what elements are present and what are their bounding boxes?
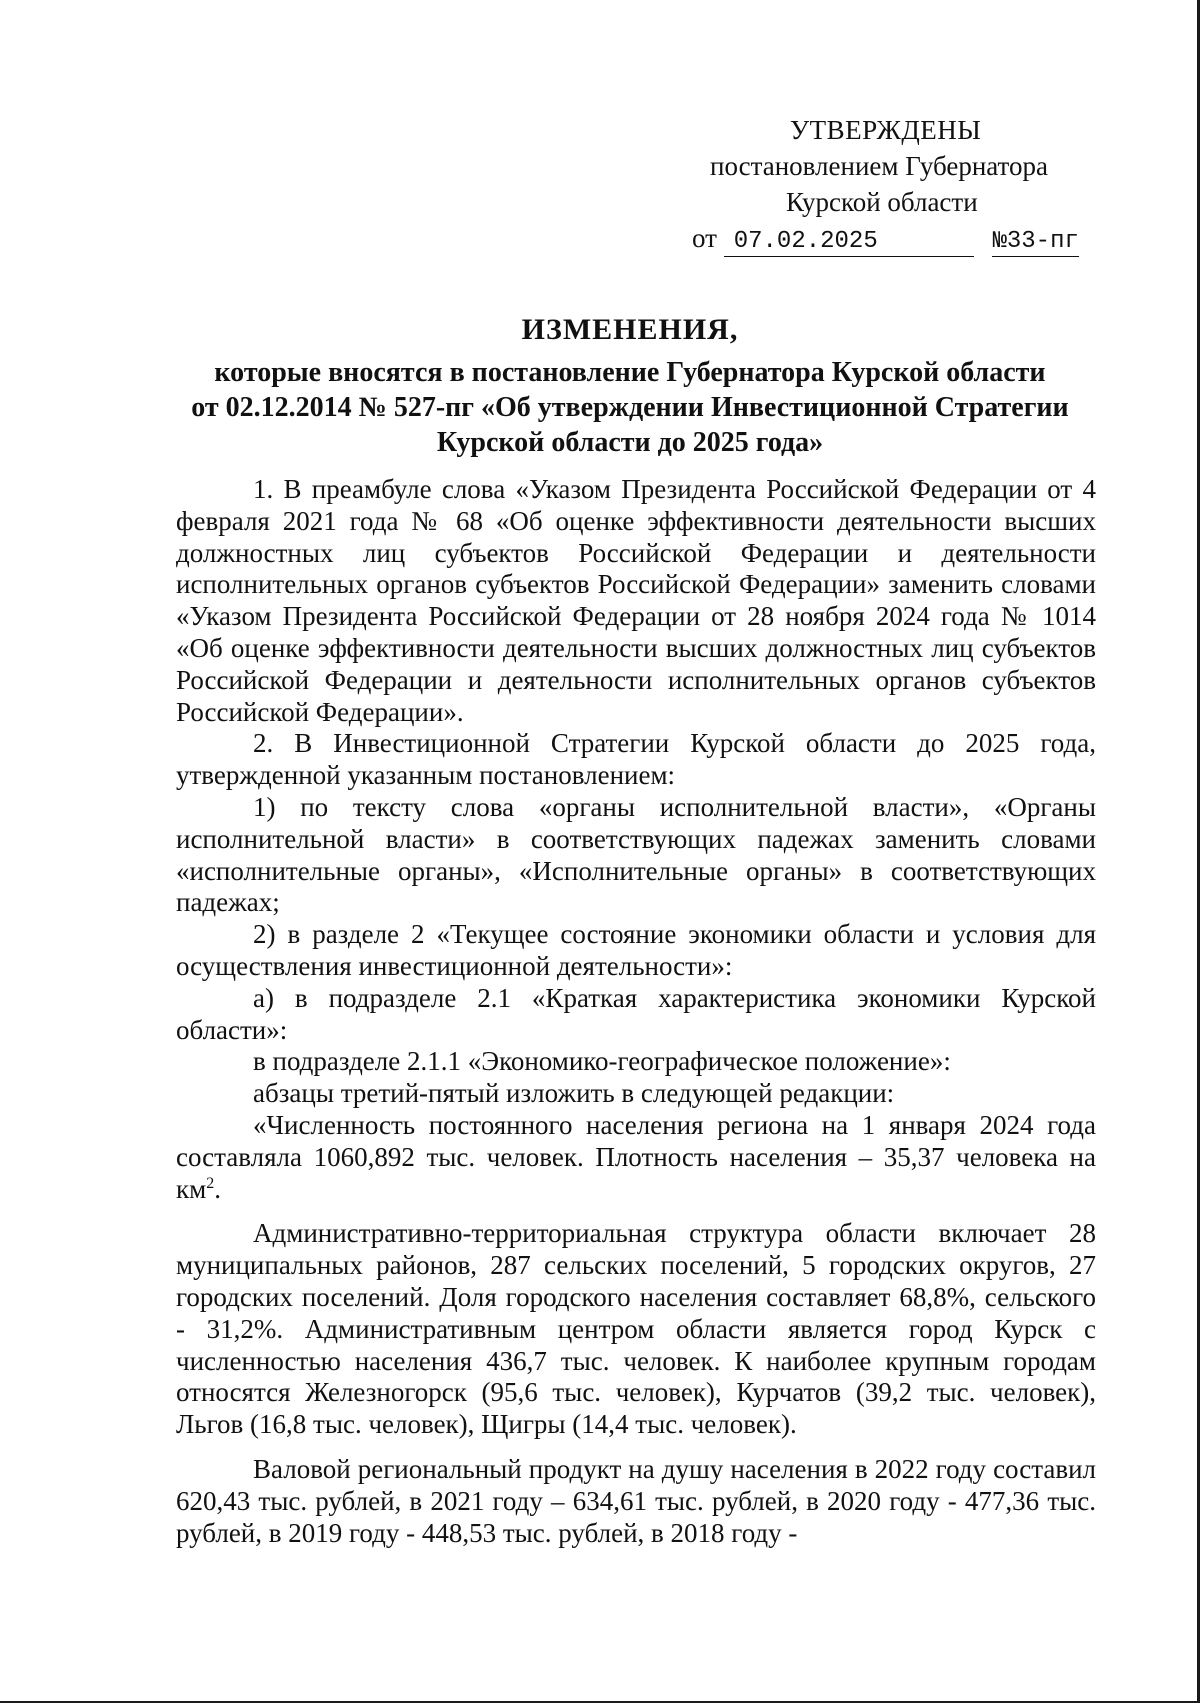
approval-date-line <box>690 220 1110 257</box>
paragraph-8-text: «Численность постоянного населения региона на 1 января 2024 года составляла 1060,892 тыс. человек. Плотность населения – 35,37 человека на км <box>176 1109 1096 1204</box>
approval-number: №33-пг <box>992 228 1079 255</box>
paragraph-8 <box>176 1110 1096 1205</box>
paragraph-7: абзацы третий-пятый изложить в следующей редакции: <box>253 1078 895 1109</box>
paragraph-8-end: . <box>214 1173 221 1204</box>
approval-heading: УТВЕРЖДЕНЫ <box>790 115 982 145</box>
title-heading: ИЗМЕНЕНИЯ, <box>521 313 739 346</box>
paragraph-2: 2. В Инвестиционной Стратегии Курской области до 2025 года, утвержденной указанным постановлением: <box>176 728 1096 791</box>
paragraph-1: 1. В преамбуле слова «Указом Президента Российской Федерации от 4 февраля 2021 года № 68 «Об оценке эффективности деятельности высших должностных лиц субъектов Российской Федерации и деятельности исполнительных органов субъектов Российской Федерации» заменить словами «Указом Президента Российской Федерации от 28 ноября 2024 года № 1014 «Об оценке эффективности деятельности высших должностных лиц субъектов Российской Федерации и деятельности исполнительных органов субъектов Российской Федерации». <box>176 474 1096 727</box>
title-line-4: Курской области до 2025 года» <box>436 427 824 458</box>
approval-date: 07.02.2025 <box>724 228 974 257</box>
paragraph-6: в подразделе 2.1.1 «Экономико-географическое положение»: <box>253 1046 951 1077</box>
approval-authority: постановлением Губернатора <box>710 151 1048 181</box>
approval-region: Курской области <box>786 187 978 217</box>
paragraph-3: 1) по тексту слова «органы исполнительной власти», «Органы исполнительной власти» в соответствующих падежах заменить словами «исполнительные органы», «Исполнительные органы» в соответствующих падежах; <box>176 791 1096 918</box>
document-title <box>160 312 1100 460</box>
superscript-2: 2 <box>206 1174 215 1192</box>
document-body <box>176 474 1096 1549</box>
approval-stamp <box>690 112 1110 257</box>
paragraph-5: а) в подразделе 2.1 «Краткая характеристика экономики Курской области»: <box>176 982 1096 1045</box>
title-line-2: которые вносятся в постановление Губернатора Курской области <box>214 357 1046 388</box>
title-line-3: от 02.12.2014 № 527-пг «Об утверждении Инвестиционной Стратегии <box>191 392 1069 423</box>
paragraph-4: 2) в разделе 2 «Текущее состояние экономики области и условия для осуществления инвестиционной деятельности»: <box>176 919 1096 981</box>
paragraph-9: Административно-территориальная структура области включает 28 муниципальных районов, 287 сельских поселений, 5 городских округов, 27 городских поселений. Доля городского населения составляет 68,8%, сельского - 31,2%. Административным центром области является город Курск с численностью населения 436,7 тыс. человек. К наиболее крупным городам относятся Железногорск (95,6 тыс. человек), Курчатов (39,2 тыс. человек), Льгов (16,8 тыс. человек), Щигры (14,4 тыс. человек). <box>176 1218 1096 1440</box>
date-prefix: от <box>692 223 717 253</box>
paragraph-10: Валовой региональный продукт на душу населения в 2022 году составил 620,43 тыс. рублей, в 2021 году – 634,61 тыс. рублей, в 2020 году - 477,36 тыс. рублей, в 2019 году - 448,53 тыс. рублей, в 2018 году - <box>176 1453 1096 1548</box>
